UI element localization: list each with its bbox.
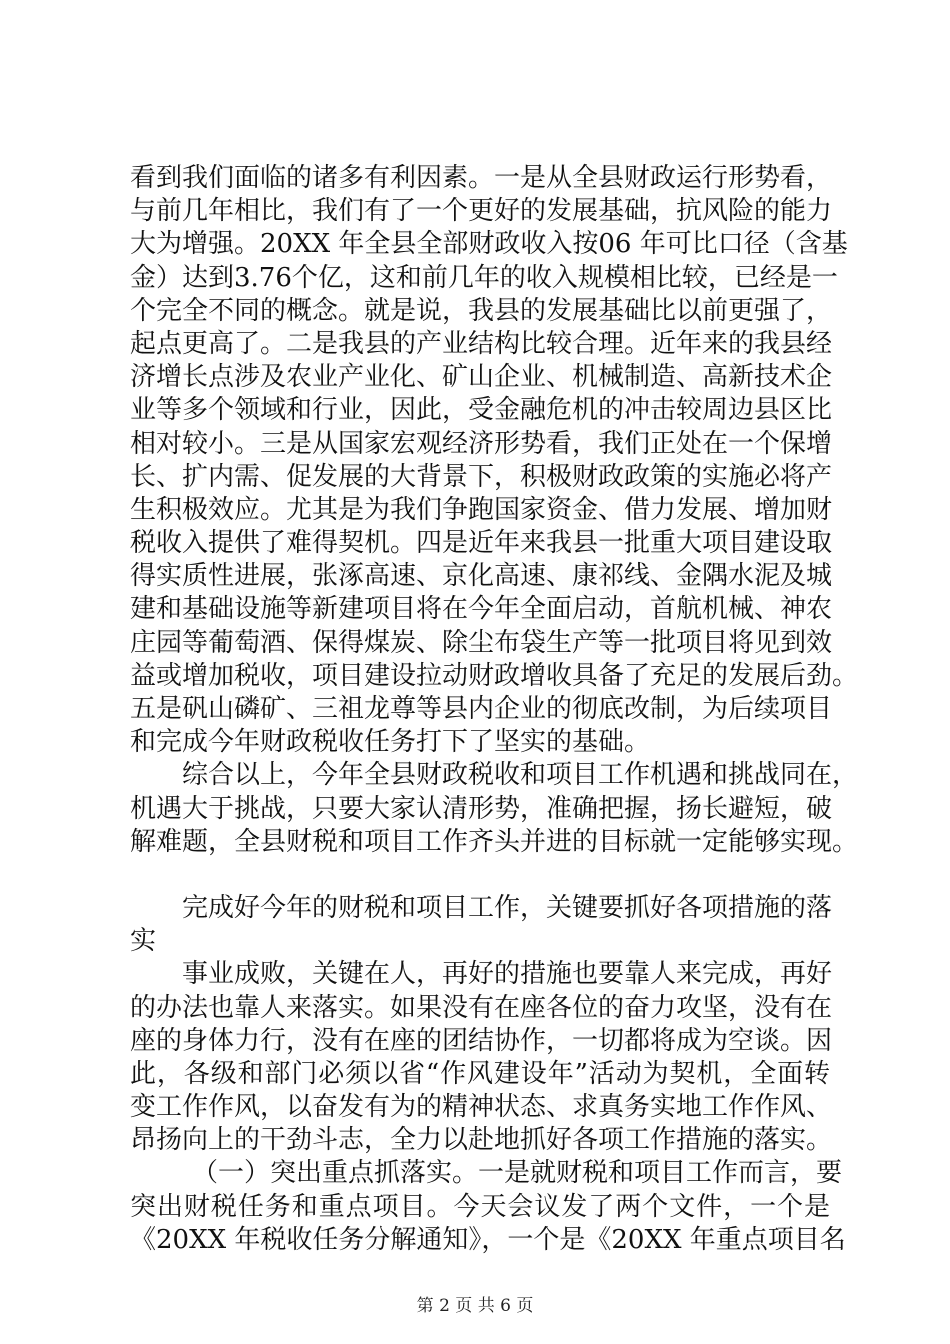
text-line: 起点更高了。二是我县的产业结构比较合理。近年来的我县经 — [130, 328, 833, 359]
heading-line: 完成好今年的财税和项目工作，关键要抓好各项措施的落 — [182, 892, 833, 923]
text-line: 长、扩内需、促发展的大背景下，积极财政政策的实施必将产 — [130, 461, 833, 492]
paragraph-summary — [130, 759, 859, 859]
text-line: 突出财税任务和重点项目。今天会议发了两个文件，一个是 — [130, 1191, 830, 1222]
text-line: 此，各级和部门必须以省“作风建设年”活动为契机，全面转 — [130, 1058, 830, 1089]
paragraph-people-key — [130, 958, 833, 1157]
text-line: 的办法也靠人来落实。如果没有在座各位的奋力攻坚，没有在 — [130, 992, 833, 1023]
section-heading — [130, 892, 833, 958]
text-line: 业等多个领域和行业，因此，受金融危机的冲击较周边县区比 — [130, 395, 833, 426]
text-line: 与前几年相比，我们有了一个更好的发展基础，抗风险的能力 — [130, 196, 833, 227]
text-line: 个完全不同的概念。就是说，我县的发展基础比以前更强了， — [130, 295, 833, 326]
text-line: 得实质性进展，张涿高速、京化高速、康祁线、金隅水泥及城 — [130, 561, 833, 592]
text-line: 机遇大于挑战，只要大家认清形势，准确把握，扬长避短，破 — [130, 793, 833, 824]
text-line: 五是矾山磷矿、三祖龙尊等县内企业的彻底改制，为后续项目 — [130, 694, 833, 724]
heading-line: 实 — [130, 926, 157, 957]
text-line: 事业成败，关键在人，再好的措施也要靠人来完成，再好 — [182, 959, 833, 990]
text-line: 和完成今年财政税收任务打下了坚实的基础。 — [130, 727, 651, 758]
paragraph-favorable-factors — [130, 162, 859, 759]
text-line: 综合以上，今年全县财政税收和项目工作机遇和挑战同在， — [182, 760, 859, 791]
text-line: 变工作作风，以奋发有为的精神状态、求真务实地工作作风、 — [130, 1092, 833, 1123]
text-line: 相对较小。三是从国家宏观经济形势看，我们正处在一个保增 — [130, 428, 833, 459]
text-line: 大为增强。20XX 年全县全部财政收入按06 年可比口径（含基 — [130, 229, 848, 260]
text-line: 建和基础设施等新建项目将在今年全面启动，首航机械、神农 — [130, 594, 833, 625]
text-line: 庄园等葡萄酒、保得煤炭、除尘布袋生产等一批项目将见到效 — [130, 627, 833, 658]
text-line: 金）达到3.76个亿，这和前几年的收入规模相比较，已经是一 — [130, 262, 838, 293]
text-line: （一）突出重点抓落实。一是就财税和项目工作而言，要 — [192, 1158, 843, 1189]
text-line: 税收入提供了难得契机。四是近年来我县一批重大项目建设取 — [130, 528, 833, 559]
text-line: 解难题，全县财税和项目工作齐头并进的目标就一定能够实现。 — [130, 826, 859, 857]
document-body — [130, 162, 859, 1257]
page-footer: 第 2 页 共 6 页 — [416, 1296, 534, 1316]
text-line: 座的身体力行，没有在座的团结协作，一切都将成为空谈。因 — [130, 1025, 833, 1056]
text-line: 看到我们面临的诸多有利因素。一是从全县财政运行形势看， — [130, 163, 833, 193]
text-line: 《20XX 年税收任务分解通知》，一个是《20XX 年重点项目名 — [130, 1224, 846, 1255]
text-line: 益或增加税收，项目建设拉动财政增收具备了充足的发展后劲。 — [130, 660, 859, 691]
text-line: 生积极效应。尤其是为我们争跑国家资金、借力发展、增加财 — [130, 494, 833, 525]
text-line: 昂扬向上的干劲斗志，全力以赴地抓好各项工作措施的落实。 — [130, 1125, 833, 1156]
text-line: 济增长点涉及农业产业化、矿山企业、机械制造、高新技术企 — [130, 362, 833, 393]
paragraph-focus-implementation — [130, 1157, 846, 1257]
paragraph-gap — [130, 859, 830, 892]
